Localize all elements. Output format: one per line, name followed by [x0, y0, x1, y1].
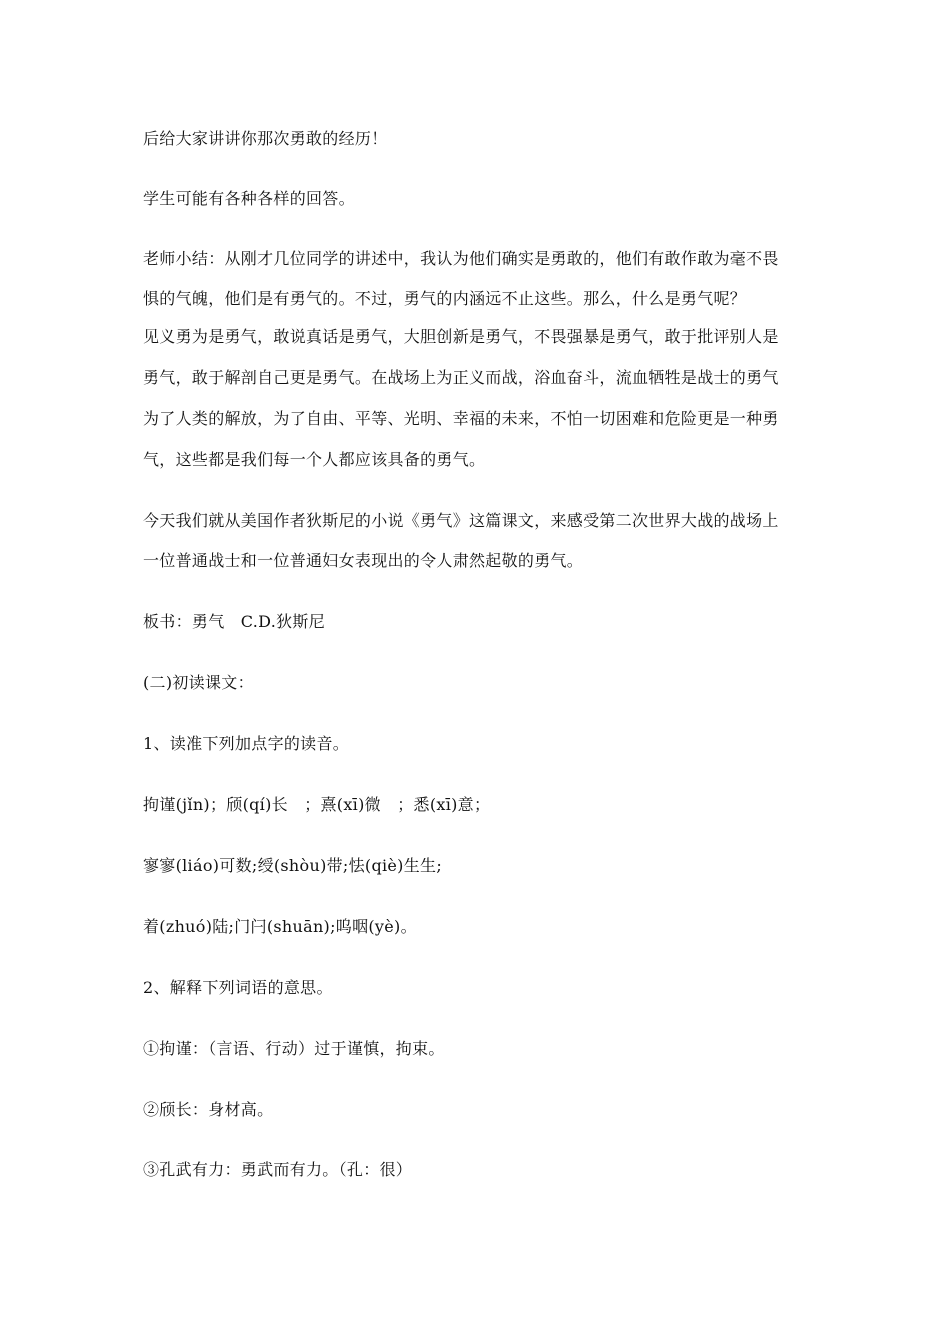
text-line: 后给大家讲讲你那次勇敢的经历！	[143, 129, 388, 148]
text-line: 见义勇为是勇气，敢说真话是勇气，大胆创新是勇气，不畏强暴是勇气，敢于批评别人是	[143, 327, 779, 346]
text-line: 惧的气魄，他们是有勇气的。不过，勇气的内涵远不止这些。那么，什么是勇气呢？	[143, 289, 747, 308]
text-line: 拘谨(jǐn)；颀(qí)长 ；熹(xī)微 ；悉(xī)意；	[143, 795, 491, 814]
text-line: 寥寥(liáo)可数;绶(shòu)带;怯(qiè)生生;	[143, 856, 443, 875]
text-line: 气，这些都是我们每一个人都应该具备的勇气。	[143, 450, 486, 469]
text-line: 着(zhuó)陆;门闩(shuān);呜咽(yè)。	[143, 917, 417, 936]
text-line: 学生可能有各种各样的回答。	[143, 189, 355, 208]
text-line: 一位普通战士和一位普通妇女表现出的令人肃然起敬的勇气。	[143, 551, 584, 570]
text-line: ①拘谨：（言语、行动）过于谨慎，拘束。	[143, 1039, 445, 1058]
text-line: 老师小结：从刚才几位同学的讲述中，我认为他们确实是勇敢的，他们有敢作敢为毫不畏	[143, 249, 779, 268]
text-line: 1、读准下列加点字的读音。	[143, 734, 350, 753]
text-line: 板书：勇气 C.D.狄斯尼	[143, 612, 326, 631]
text-line: 勇气，敢于解剖自己更是勇气。在战场上为正义而战，浴血奋斗，流血牺牲是战士的勇气	[143, 368, 779, 387]
text-line: 为了人类的解放，为了自由、平等、光明、幸福的未来，不怕一切困难和危险更是一种勇	[143, 409, 779, 428]
text-line: ②颀长：身材高。	[143, 1100, 274, 1119]
text-line: 2、解释下列词语的意思。	[143, 978, 333, 997]
text-line: ③孔武有力：勇武而有力。（孔：很）	[143, 1160, 413, 1179]
section-heading: (二)初读课文：	[143, 673, 254, 692]
text-line: 今天我们就从美国作者狄斯尼的小说《勇气》这篇课文，来感受第二次世界大战的战场上	[143, 511, 779, 530]
